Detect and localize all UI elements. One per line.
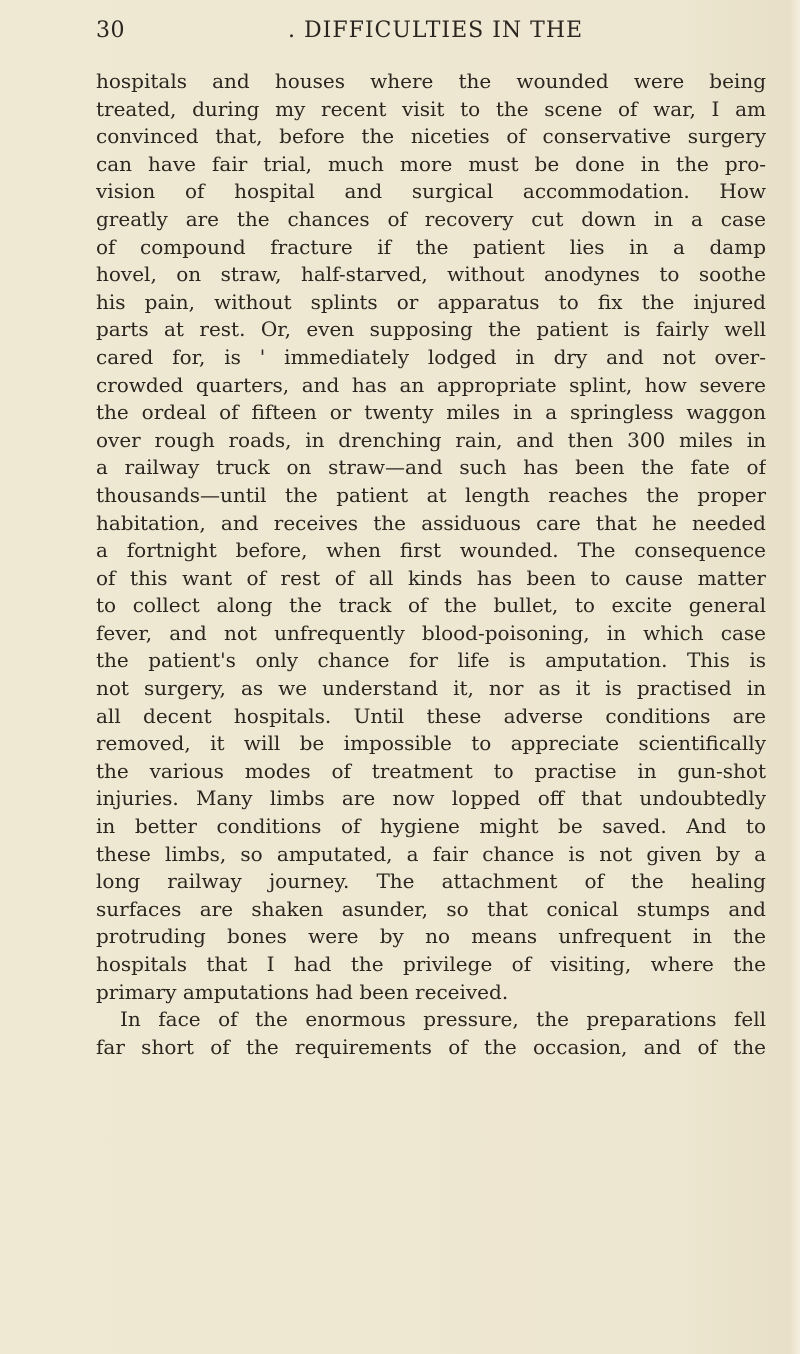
text-line: a railway truck on straw—and such has been the fate of (96, 455, 766, 480)
page-edge-shadow (778, 0, 800, 1354)
text-line: protruding bones were by no means unfrequent in the (96, 924, 766, 949)
text-line: convinced that, before the niceties of conservative surgery (96, 124, 766, 149)
text-line: the patient's only chance for life is amputation. This is (96, 648, 766, 673)
text-line: greatly are the chances of recovery cut down in a case (96, 206, 766, 231)
text-line: cared for, is ' immediately lodged in dry and not over- (96, 344, 766, 369)
text-line: thousands—until the patient at length reaches the proper (96, 482, 766, 507)
page-number: 30 (96, 18, 125, 43)
text-line: the ordeal of fifteen or twenty miles in a springless waggon (96, 400, 766, 425)
text-line: to collect along the track of the bullet, to excite general (96, 593, 766, 618)
page-header (96, 18, 766, 54)
text-line: over rough roads, in drenching rain, and then 300 miles in (96, 427, 766, 452)
text-line: surfaces are shaken asunder, so that conical stumps and (96, 896, 766, 921)
text-line: in better conditions of hygiene might be saved. And to (96, 814, 766, 839)
text-line: can have fair trial, much more must be done in the pro- (96, 151, 766, 176)
text-line: vision of hospital and surgical accommodation. How (96, 179, 766, 204)
text-line: hovel, on straw, half-starved, without anodynes to soothe (96, 262, 766, 287)
text-line: treated, during my recent visit to the scene of war, I am (96, 96, 766, 121)
text-line: far short of the requirements of the occasion, and of the (96, 1034, 766, 1059)
text-line: injuries. Many limbs are now lopped off that undoubtedly (96, 786, 766, 811)
text-line: his pain, without splints or apparatus to fix the injured (96, 289, 766, 314)
text-line: of compound fracture if the patient lies in a damp (96, 234, 766, 259)
text-line: all decent hospitals. Until these adverse conditions are (96, 703, 766, 728)
paragraph-end-line: primary amputations had been received. (96, 979, 509, 1004)
body-text (96, 68, 766, 1061)
text-line: hospitals that I had the privilege of visiting, where the (96, 952, 766, 976)
text-line: parts at rest. Or, even supposing the patient is fairly well (96, 317, 766, 342)
text-line: long railway journey. The attachment of the healing (96, 869, 766, 894)
text-line: removed, it will be impossible to appreciate scientifically (96, 731, 766, 756)
text-line: crowded quarters, and has an appropriate splint, how severe (96, 372, 766, 397)
text-line: the various modes of treatment to practise in gun-shot (96, 758, 766, 783)
paragraph-start-line: In face of the enormous pressure, the preparations fell (120, 1007, 766, 1032)
text-line: hospitals and houses where the wounded were being (96, 69, 766, 93)
text-line: a fortnight before, when first wounded. The consequence (96, 538, 766, 563)
text-line: habitation, and receives the assiduous care that he needed (96, 510, 766, 535)
text-line: fever, and not unfrequently blood-poisoning, in which case (96, 620, 766, 645)
text-line: not surgery, as we understand it, nor as it is practised in (96, 676, 766, 701)
text-line: these limbs, so amputated, a fair chance is not given by a (96, 841, 766, 866)
text-line: of this want of rest of all kinds has been to cause matter (96, 565, 766, 590)
running-head: . DIFFICULTIES IN THE (288, 18, 584, 43)
